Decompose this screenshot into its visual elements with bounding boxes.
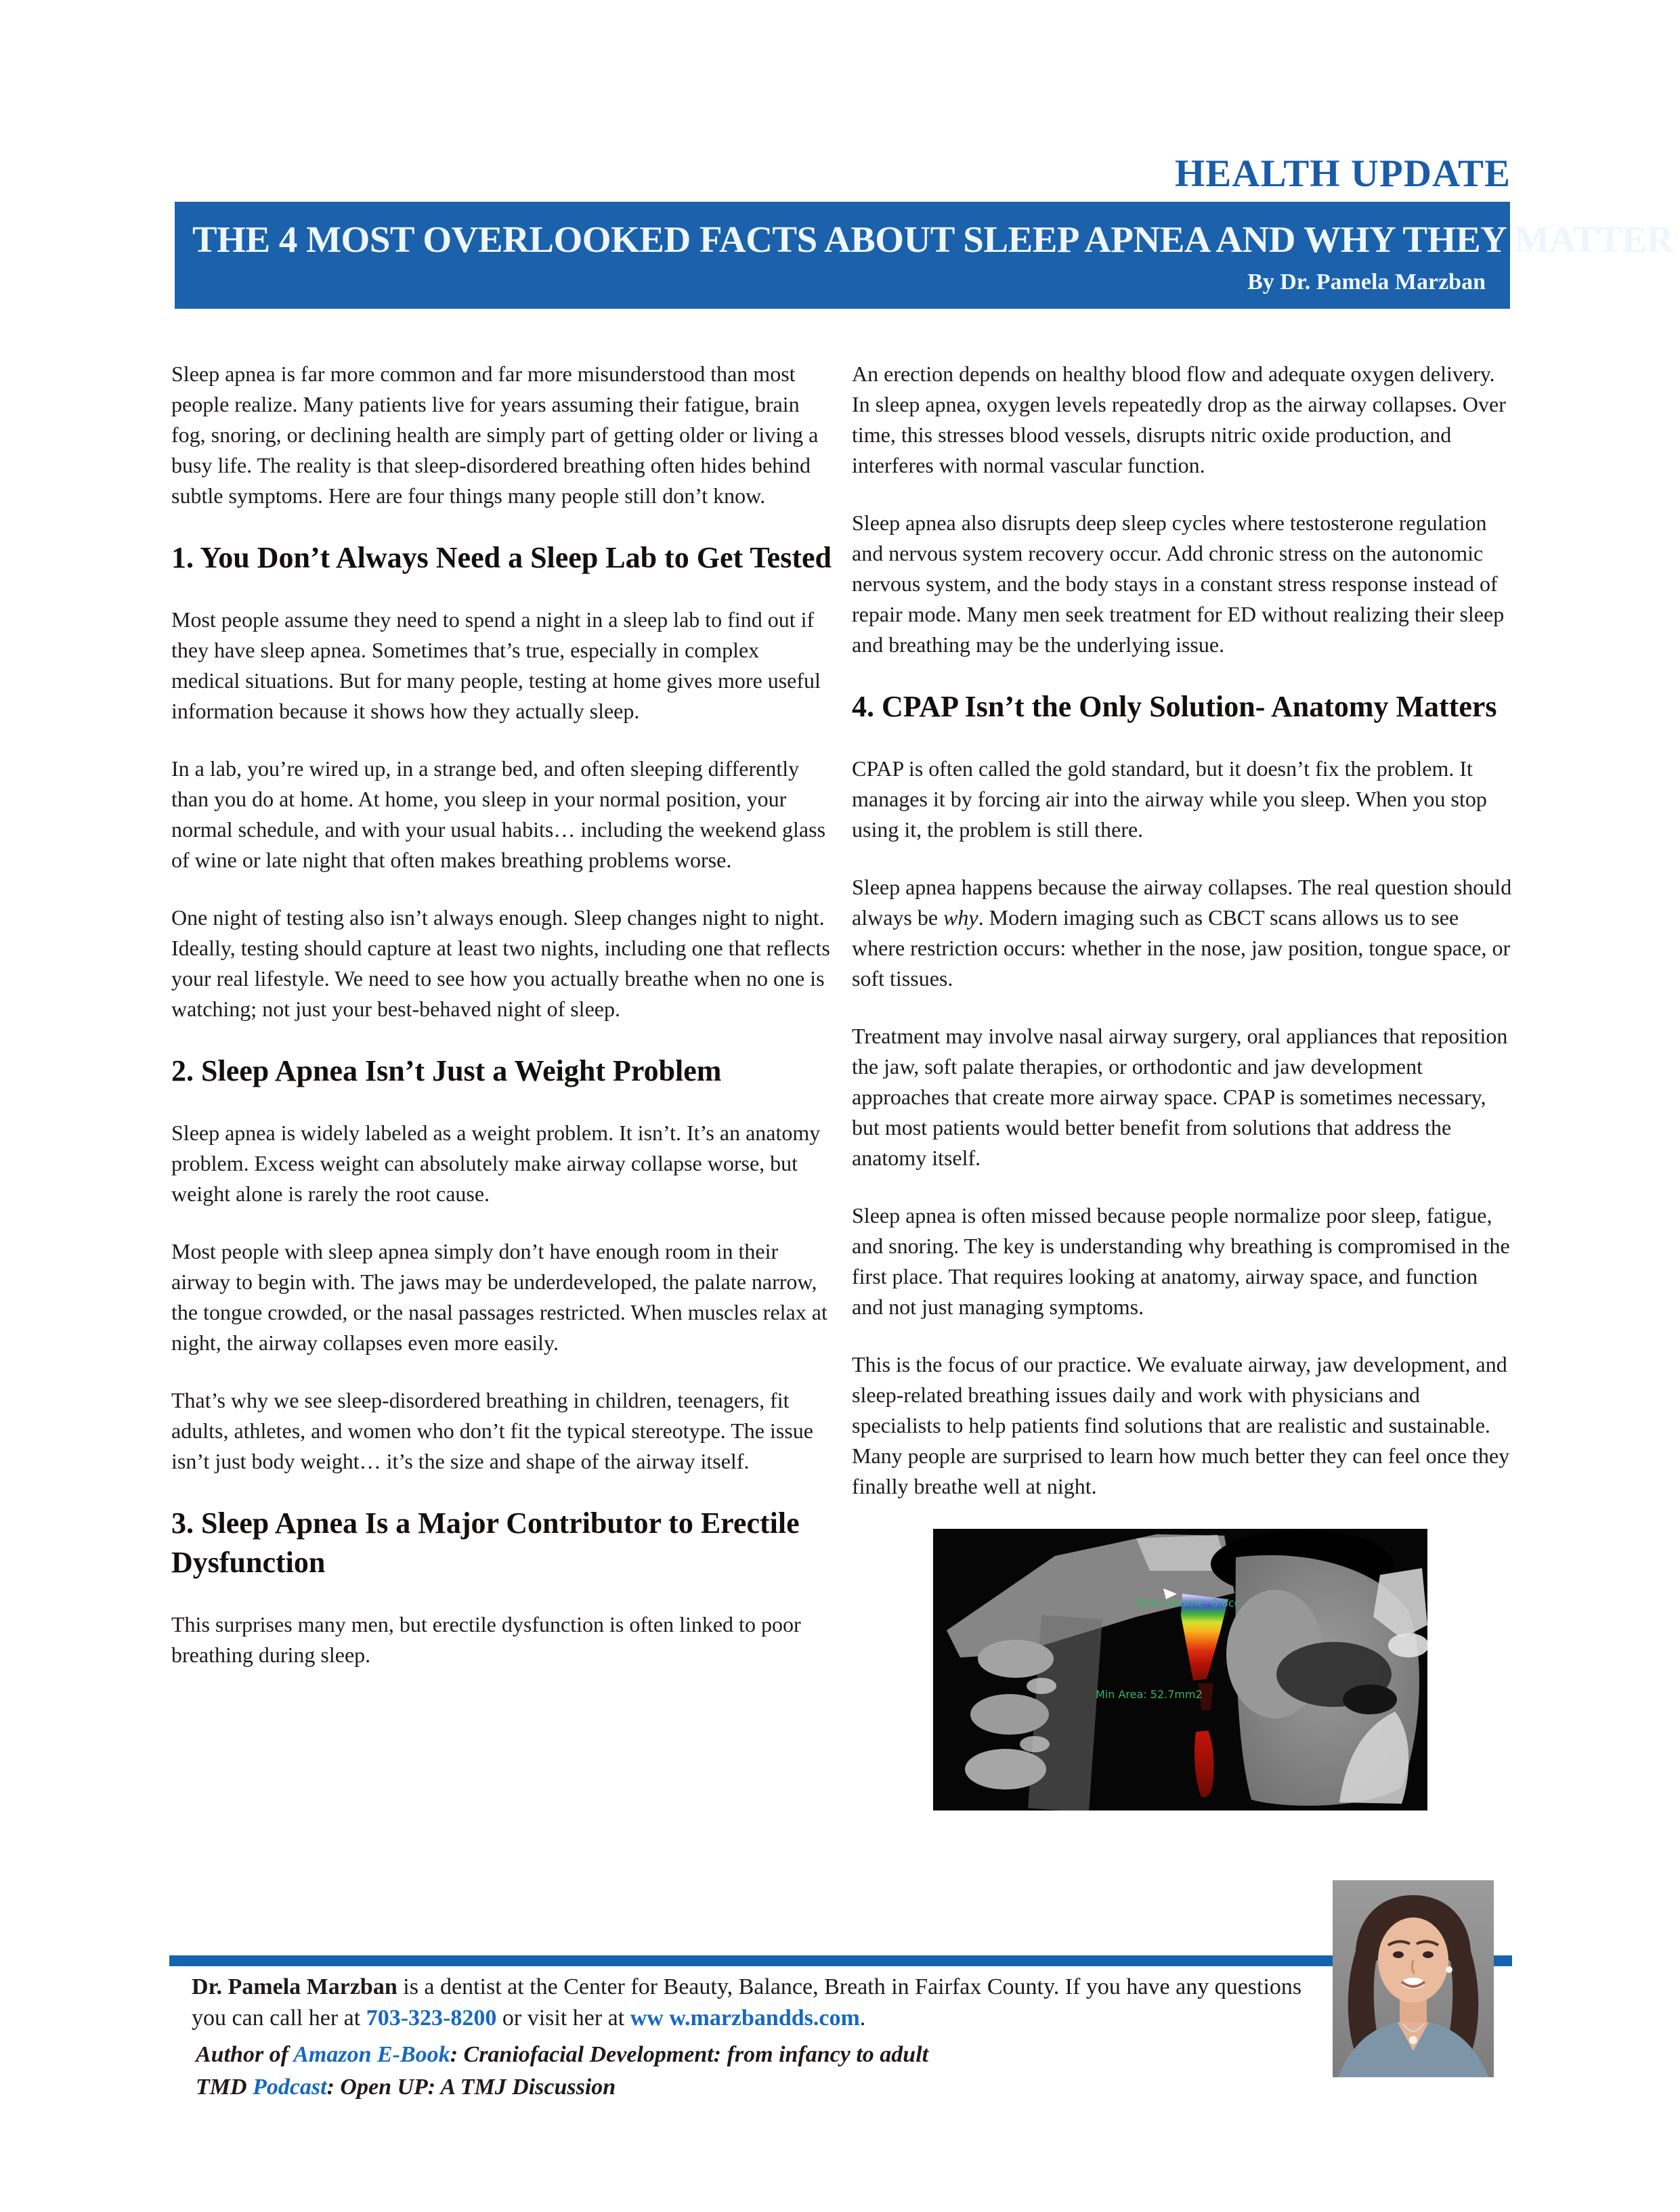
- footer-text-segment: .: [859, 2005, 866, 2031]
- phone-link[interactable]: 703-323-8200: [366, 2005, 497, 2031]
- emphasis-why: why: [943, 905, 978, 930]
- section-4-paragraph-5: This is the focus of our practice. We evaluate airway, jaw development, and sleep-related breathing issues daily and work with physicians and specialists to help patients find solutions that are realistic and sustainable. Many people are surprised to learn how much better they can feel once they finally breathe well at night.: [852, 1352, 1510, 1498]
- paragraph-text: Sleep apnea happens because the airway collapses. The real question should always be: [852, 875, 1512, 930]
- section-4-paragraph-4: Sleep apnea is often missed because people normalize poor sleep, fatigue, and snoring. The key is understanding why breathing is compromised in the first place. That requires looking at anatomy, airway space, and function and not just managing symptoms.: [852, 1203, 1510, 1319]
- section-2-paragraph-3: That’s why we see sleep-disordered breathing in children, teenagers, fit adults, athletes, and women who don’t fit the typical stereotype. The issue isn’t just body weight… it’s the size and shape of the airway itself.: [171, 1388, 813, 1473]
- necklace-pearl: [1409, 2036, 1417, 2044]
- min-area-annotation: Min Area: 52.7mm2: [1096, 1688, 1203, 1701]
- section-4-heading: 4. CPAP Isn’t the Only Solution- Anatomy Matters: [852, 690, 1497, 723]
- amazon-ebook-link[interactable]: Amazon E-Book: [293, 2042, 450, 2067]
- total-volume-annotation: Total Volume: 8.8cc: [1135, 1597, 1241, 1609]
- footer-text-segment: : Craniofacial Development: from infancy to adult: [450, 2042, 929, 2067]
- section-1-paragraph-2: In a lab, you’re wired up, in a strange bed, and often sleeping differently than you do at home. At home, you sleep in your normal position, your normal schedule, and with your usual habits… including the weekend glass of wine or late night that often makes breathing problems worse.: [171, 756, 826, 872]
- footer-divider-rule: [169, 1955, 1512, 1966]
- section-3-heading: 3. Sleep Apnea Is a Major Contributor to Erectile Dysfunction: [171, 1506, 800, 1579]
- section-3-paragraph-1: This surprises many men, but erectile dysfunction is often linked to poor breathing during sleep.: [171, 1612, 801, 1667]
- article-byline: By Dr. Pamela Marzban: [1247, 269, 1486, 295]
- eye: [1423, 1951, 1434, 1958]
- footer-credit-line: [192, 1972, 1316, 2034]
- author-name: Dr. Pamela Marzban: [192, 1974, 397, 1999]
- left-column: [171, 359, 832, 1810]
- article-body: [171, 359, 1512, 1810]
- section-4-paragraph-3: Treatment may involve nasal airway surgery, oral appliances that reposition the jaw, soft palate therapies, or orthodontic and jaw development approaches that create more airway space. CPAP is sometimes necessary, but most patients would better benefit from solutions that address the anatomy itself.: [852, 1024, 1508, 1170]
- vertebra: [970, 1694, 1049, 1735]
- website-link[interactable]: ww w.marzbandds.com: [630, 2005, 860, 2031]
- ed-paragraph-2: Sleep apnea also disrupts deep sleep cycles where testosterone regulation and nervous system recovery occur. Add chronic stress on the autonomic nervous system, and the body stays in a constant stress response instead of repair mode. Many men seek treatment for ED without realizing their sleep and breathing may be the underlying issue.: [852, 511, 1505, 657]
- paragraph-text: . Modern imaging such as CBCT scans allows us to see where restriction occurs: whether in the nose, jaw position, tongue space, or soft tissues.: [852, 905, 1511, 991]
- section-1-paragraph-3: One night of testing also isn’t always enough. Sleep changes night to night. Ideally, testing should capture at least two nights, including one that reflects your real lifestyle. We need to see how you actually breathe when no one is watching; not just your best-behaved night of sleep.: [171, 905, 830, 1021]
- section-4-paragraph-2: [852, 872, 1512, 994]
- right-column: [852, 359, 1512, 1810]
- footer-text-segment: : Open UP: A TMJ Discussion: [326, 2075, 616, 2100]
- footer-text-segment: is a dentist at the Center for Beauty, Balance, Breath in Fairfax County. If you have any questions you can call her at: [192, 1974, 1302, 2031]
- footer-ebook-line: [196, 2039, 1316, 2070]
- earring: [1446, 1966, 1452, 1973]
- podcast-link[interactable]: Podcast: [253, 2075, 327, 2100]
- section-2-paragraph-2: Most people with sleep apnea simply don’t have enough room in their airway to begin with. The jaws may be underdeveloped, the palate narrow, the tongue crowded, or the nasal passages restricted. When muscles relax at night, the airway collapses even more easily.: [171, 1239, 827, 1355]
- section-1-paragraph-1: Most people assume they need to spend a night in a sleep lab to find out if they have sleep apnea. Sometimes that’s true, especially in complex medical situations. But for many people, testing at home gives more useful information because it shows how they actually sleep.: [171, 607, 821, 723]
- ed-paragraph-1: An erection depends on healthy blood flow and adequate oxygen delivery. In sleep apnea, oxygen levels repeatedly drop as the airway collapses. Over time, this stresses blood vessels, disrupts nitric oxide production, and interferes with normal vascular function.: [852, 362, 1506, 477]
- footer-podcast-line: [196, 2072, 1316, 2103]
- intro-paragraph: Sleep apnea is far more common and far more misunderstood than most people realize. Many patients live for years assuming their fatigue, brain fog, snoring, or declining health are simply part of getting older or living a busy life. The reality is that sleep-disordered breathing often hides behind subtle symptoms. Here are four things many people still don’t know.: [171, 362, 819, 508]
- title-banner: [175, 202, 1673, 309]
- vertebra-chip: [1020, 1736, 1050, 1752]
- section-2-paragraph-1: Sleep apnea is widely labeled as a weight problem. It isn’t. It’s an anatomy problem. Excess weight can absolutely make airway collapse worse, but weight alone is rarely the root cause.: [171, 1121, 821, 1206]
- footer-text-segment: TMD: [196, 2075, 253, 2100]
- author-photo: [1333, 1880, 1494, 2077]
- eye: [1393, 1951, 1404, 1958]
- footer-text-segment: or visit her at: [496, 2005, 630, 2031]
- footer-credit: [192, 1972, 1316, 2104]
- vertebra: [978, 1640, 1054, 1678]
- vertebra-chip: [1027, 1678, 1056, 1694]
- oral-cavity-shadow: [1343, 1685, 1397, 1714]
- newsletter-kicker: HEALTH UPDATE: [1174, 152, 1511, 195]
- section-1-heading: 1. You Don’t Always Need a Sleep Lab to Get Tested: [171, 541, 832, 574]
- teeth-bright: [1388, 1633, 1427, 1657]
- cbct-scan-image: [933, 1529, 1427, 1810]
- section-4-paragraph-1: CPAP is often called the gold standard, but it doesn’t fix the problem. It manages it by forcing air into the airway while you sleep. When you stop using it, the problem is still there.: [852, 756, 1487, 842]
- article-title: THE 4 MOST OVERLOOKED FACTS ABOUT SLEEP APNEA AND WHY THEY MATTER: [192, 219, 1673, 260]
- footer-text-segment: Author of: [196, 2042, 294, 2067]
- section-2-heading: 2. Sleep Apnea Isn’t Just a Weight Problem: [171, 1054, 722, 1087]
- vertebra: [965, 1749, 1046, 1790]
